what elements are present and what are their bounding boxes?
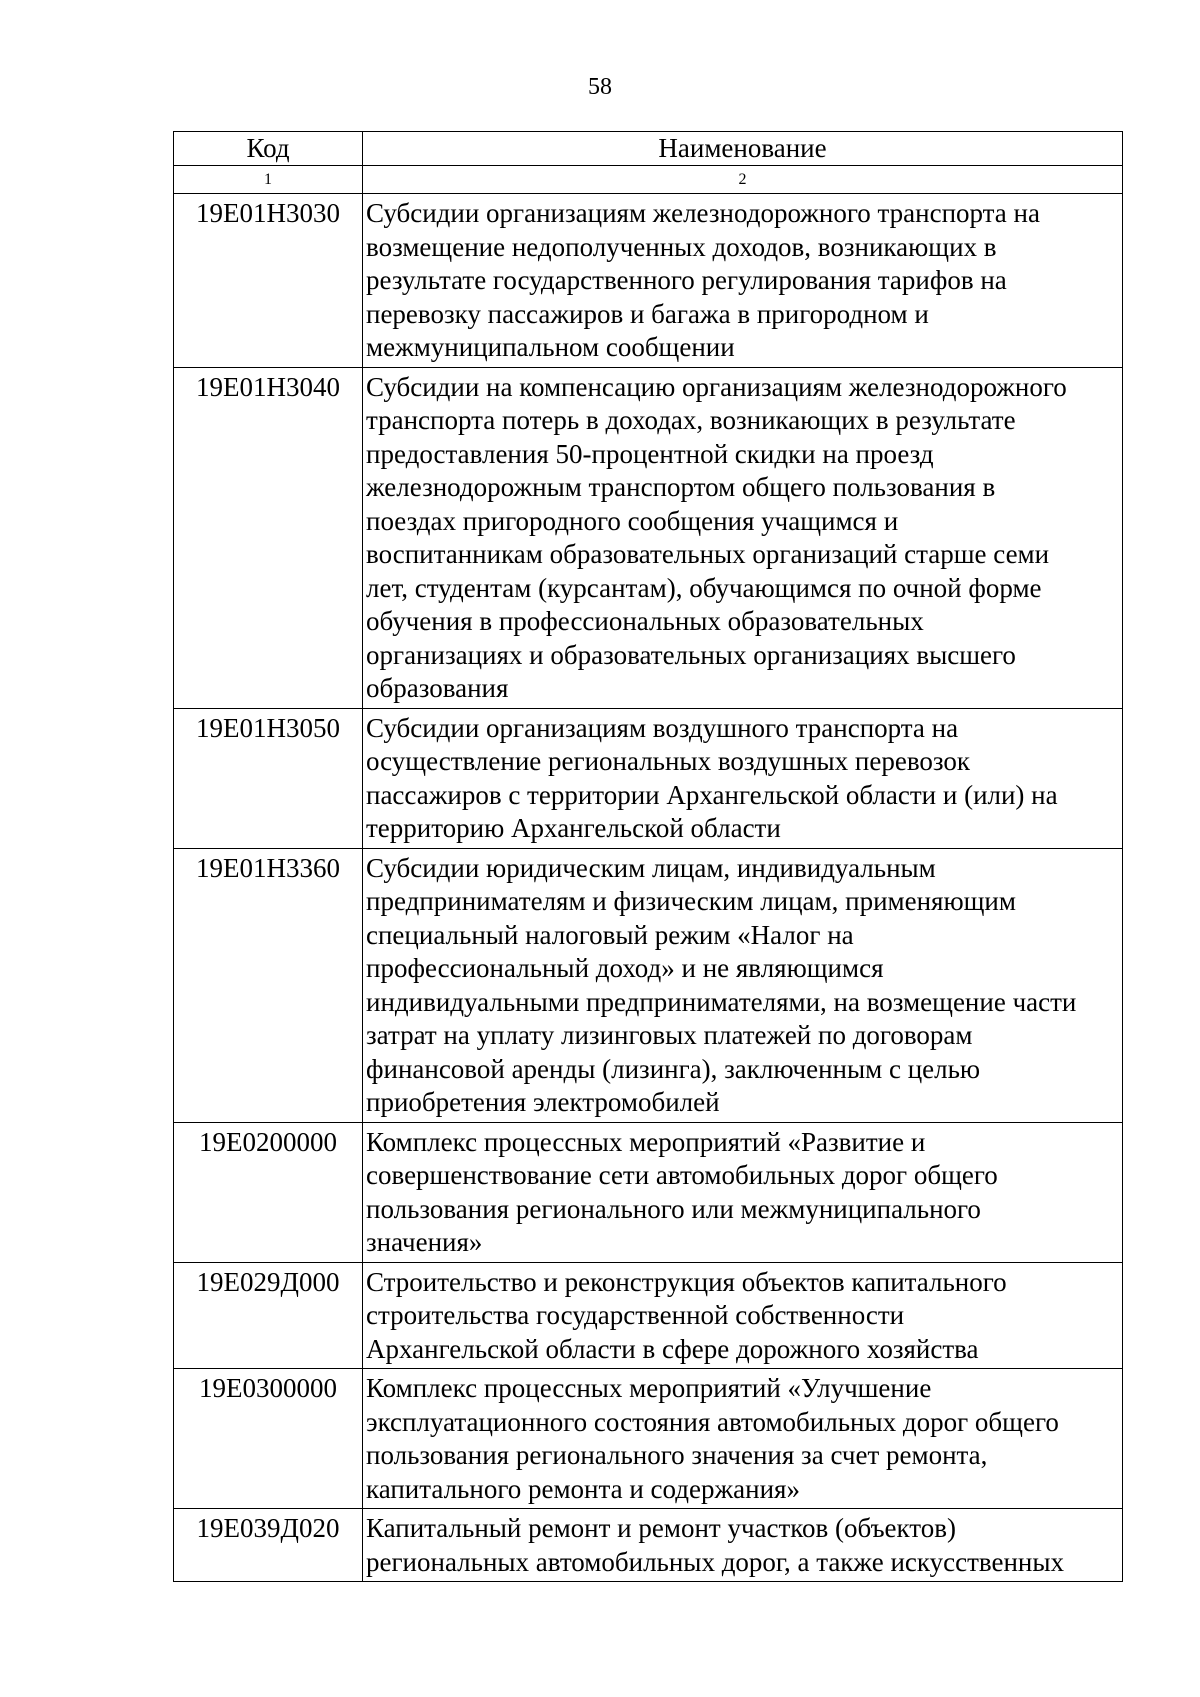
row-name xyxy=(363,1369,1123,1509)
table-row xyxy=(174,367,1123,708)
budget-code-table xyxy=(173,131,1123,1582)
row-name-line: затрат на уплату лизинговых платежей по договорам xyxy=(366,1020,973,1050)
row-name xyxy=(363,708,1123,848)
row-name-line: межмуниципальном сообщении xyxy=(366,332,735,362)
row-name-line: Архангельской области в сфере дорожного хозяйства xyxy=(366,1333,979,1364)
header-name: Наименование xyxy=(363,132,1123,166)
header-row xyxy=(174,132,1123,166)
page-number: 58 xyxy=(588,74,612,100)
row-name-line: значения» xyxy=(366,1227,483,1257)
row-name-line: пользования регионального или межмуниципального xyxy=(366,1193,981,1224)
table-row xyxy=(174,1262,1123,1369)
row-name xyxy=(363,1122,1123,1262)
column-number-name: 2 xyxy=(363,166,1123,194)
table-row xyxy=(174,1509,1123,1582)
row-name xyxy=(363,848,1123,1122)
row-name-line: совершенствование сети автомобильных дорог общего xyxy=(366,1160,998,1190)
row-name-line: Субсидии юридическим лицам, индивидуальным xyxy=(366,852,936,883)
header-code: Код xyxy=(174,132,363,166)
row-name-line: предпринимателям и физическим лицам, применяющим xyxy=(366,886,1016,916)
row-name-line: пользования регионального значения за счет ремонта, xyxy=(366,1440,988,1470)
row-name-line: Субсидии организациям воздушного транспорта на xyxy=(366,712,959,743)
row-name-line: капитального ремонта и содержания» xyxy=(366,1473,800,1504)
table-row xyxy=(174,708,1123,848)
row-code: 19Е0300000 xyxy=(174,1369,363,1509)
table-body xyxy=(174,194,1123,1582)
row-code: 19Е01Н3040 xyxy=(174,367,363,708)
row-name-line: осуществление региональных воздушных перевозок xyxy=(366,746,971,776)
row-name-line: воспитанникам образовательных организаций старше семи xyxy=(366,539,1050,569)
row-name-line: поездах пригородного сообщения учащимся и xyxy=(366,505,899,536)
table-row xyxy=(174,1369,1123,1509)
table-row xyxy=(174,194,1123,368)
row-name-line: результате государственного регулирования тарифов на xyxy=(366,265,1007,295)
row-name-line: Комплекс процессных мероприятий «Улучшение xyxy=(366,1373,932,1403)
column-number-code: 1 xyxy=(174,166,363,194)
row-name-line: Строительство и реконструкция объектов капитального xyxy=(366,1266,1007,1297)
row-code: 19Е0200000 xyxy=(174,1122,363,1262)
row-name-line: перевозку пассажиров и багажа в пригородном и xyxy=(366,298,929,329)
row-code: 19Е01Н3360 xyxy=(174,848,363,1122)
row-code: 19Е01Н3030 xyxy=(174,194,363,368)
table-row xyxy=(174,848,1123,1122)
row-name-line: Капитальный ремонт и ремонт участков (объектов) xyxy=(366,1513,956,1543)
row-name-line: возмещение недополученных доходов, возникающих в xyxy=(366,231,997,262)
row-name-line: железнодорожным транспортом общего пользования в xyxy=(366,472,996,502)
row-code: 19Е029Д000 xyxy=(174,1262,363,1369)
row-code: 19Е01Н3050 xyxy=(174,708,363,848)
row-name xyxy=(363,367,1123,708)
row-name-line: образования xyxy=(366,673,509,703)
row-name xyxy=(363,1509,1123,1582)
row-name-line: Субсидии на компенсацию организациям железнодорожного xyxy=(366,371,1067,402)
row-name xyxy=(363,194,1123,368)
column-number-row xyxy=(174,166,1123,194)
row-name-line: индивидуальными предпринимателями, на возмещение части xyxy=(366,986,1077,1017)
row-name-line: специальный налоговый режим «Налог на xyxy=(366,919,854,950)
row-name-line: организациях и образовательных организациях высшего xyxy=(366,639,1016,670)
row-name xyxy=(363,1262,1123,1369)
row-name-line: профессиональный доход» и не являющимся xyxy=(366,953,884,983)
row-name-line: Комплекс процессных мероприятий «Развитие и xyxy=(366,1126,926,1157)
row-name-line: региональных автомобильных дорог, а также искусственных xyxy=(366,1546,1065,1577)
row-name-line: транспорта потерь в доходах, возникающих в результате xyxy=(366,405,1016,435)
row-name-line: лет, студентам (курсантам), обучающимся по очной форме xyxy=(366,572,1042,603)
row-name-line: предоставления 50-процентной скидки на проезд xyxy=(366,438,934,469)
table-row xyxy=(174,1122,1123,1262)
row-name-line: территорию Архангельской области xyxy=(366,813,781,843)
row-name-line: обучения в профессиональных образовательных xyxy=(366,606,924,636)
row-name-line: приобретения электромобилей xyxy=(366,1087,720,1117)
row-name-line: Субсидии организациям железнодорожного транспорта на xyxy=(366,198,1040,228)
row-name-line: строительства государственной собственности xyxy=(366,1300,905,1330)
row-name-line: финансовой аренды (лизинга), заключенным с целью xyxy=(366,1053,981,1084)
row-code: 19Е039Д020 xyxy=(174,1509,363,1582)
row-name-line: пассажиров с территории Архангельской области и (или) на xyxy=(366,779,1058,810)
row-name-line: эксплуатационного состояния автомобильных дорог общего xyxy=(366,1406,1059,1437)
